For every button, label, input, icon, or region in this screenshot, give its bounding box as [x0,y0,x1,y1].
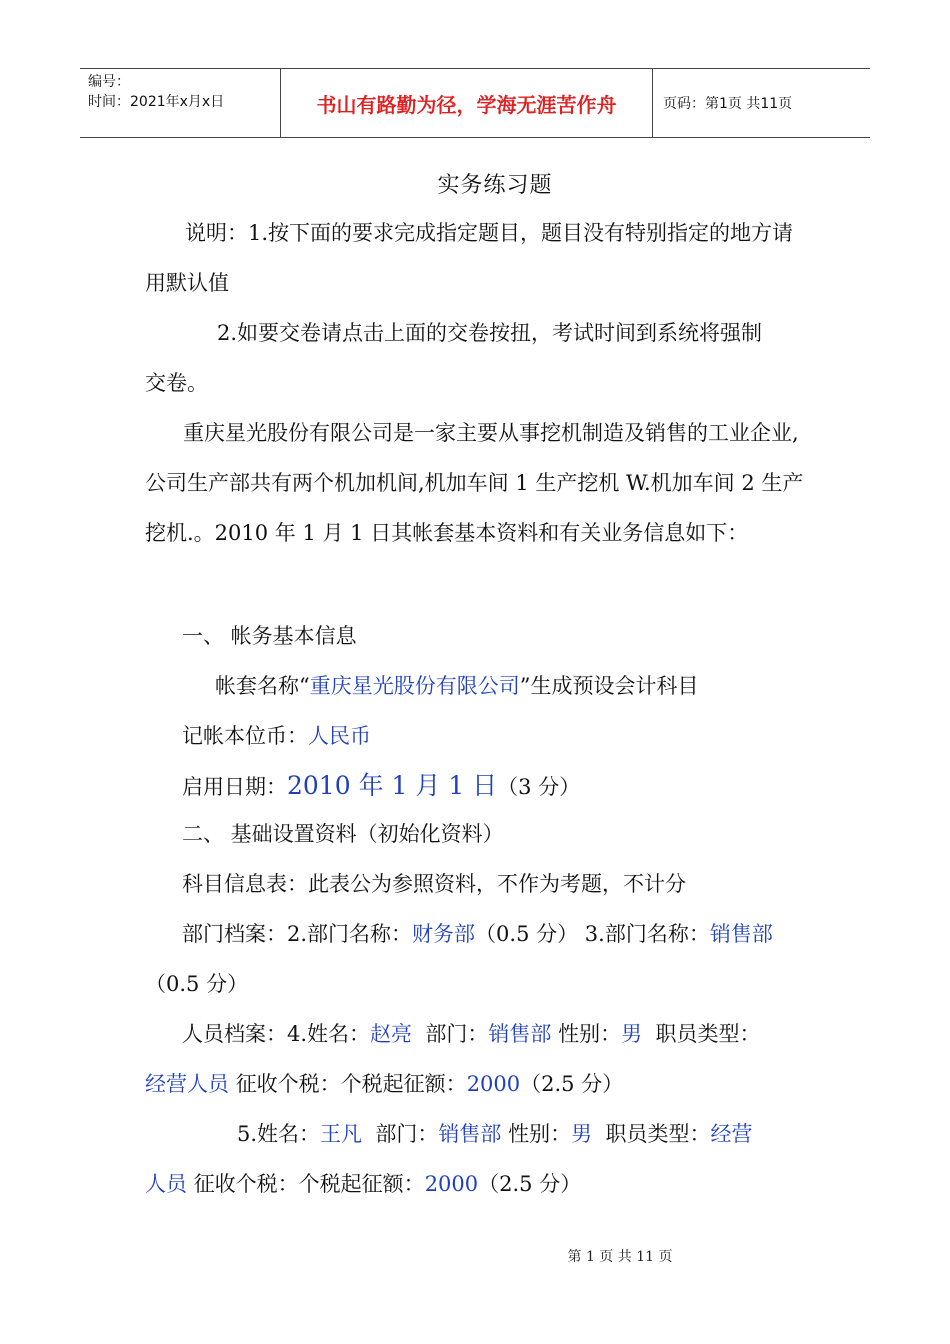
person-2-tax-label: 征收个税：个税起征额： [193,1172,425,1196]
person-1-type: 经营人员 [145,1072,229,1096]
person-1-gender-label: 性别： [558,1022,622,1046]
account-prefix: 帐套名称“ [215,674,310,698]
currency-value: 人民币 [308,724,371,748]
person-2-gender-label: 性别： [508,1122,572,1146]
number-label: 编号： [88,74,130,90]
person-2-dept-label: 部门： [362,1122,439,1146]
person-1-type-label: 职员类型： [642,1022,761,1046]
header-motto: 书山有路勤为径，学海无涯苦作舟 [281,69,653,137]
person-2-dept: 销售部 [438,1122,502,1146]
department-finance: 财务部 [412,922,476,946]
currency-label: 记帐本位币： [182,724,308,748]
person-2-tax: 2000 [424,1172,479,1196]
intro-paragraph-2-line-1: 2.如要交卷请点击上面的交卷按扭，考试时间到系统将强制 [217,321,763,345]
person-1-score: （2.5 分） [520,1072,624,1096]
person-2-name: 王凡 [320,1122,363,1146]
account-suffix: ”生成预设会计科目 [519,674,699,698]
start-date-score: （3 分） [497,775,581,799]
department-line [182,918,773,948]
person-2-line-2 [145,1168,581,1198]
header-page-info: 页码：第1页 共11页 [663,96,793,112]
person-2-score: （2.5 分） [478,1172,582,1196]
time-label: 时间：2021年x月x日 [88,94,225,110]
start-date-label: 启用日期： [182,775,287,799]
start-date-line [182,766,580,802]
start-date-value: 2010 年 1 月 1 日 [287,771,498,800]
intro-paragraph-2-line-2: 交卷。 [145,371,208,395]
person-2-line-1 [237,1118,752,1148]
person-1-tax: 2000 [466,1072,521,1096]
person-1-line-1 [182,1018,760,1048]
department-label: 部门档案：2.部门名称： [182,922,413,946]
intro-paragraph-1: 说明：1.按下面的要求完成指定题目，题目没有特别指定的地方请用默认值 [145,221,794,295]
document-title: 实务练习题 [437,173,553,198]
department-sales: 销售部 [709,922,773,946]
currency-line [182,720,371,750]
person-1-tax-label: 征收个税：个税起征额： [235,1072,467,1096]
person-2-type-part-2: 人员 [145,1172,187,1196]
page-footer: 第 1 页 共 11 页 [567,1249,673,1265]
account-name-line [215,670,699,700]
department-1-score: （0.5 分） 3.部门名称： [475,922,710,946]
subject-info-note: 科目信息表：此表公为参照资料，不作为考题，不计分 [182,872,686,896]
person-1-dept: 销售部 [488,1022,552,1046]
person-1-label: 人员档案：4.姓名： [182,1022,371,1046]
person-1-line-2 [145,1068,623,1098]
person-2-type-label: 职员类型： [592,1122,711,1146]
person-2-gender: 男 [571,1122,593,1146]
account-name: 重庆星光股份有限公司 [309,674,520,698]
person-2-label: 5.姓名： [237,1122,321,1146]
intro-paragraph-3: 重庆星光股份有限公司是一家主要从事挖机制造及销售的工业企业,公司生产部共有两个机加机间,机加车间 1 生产挖机 W.机加车间 2 生产挖机.。2010 年 1 月 1 日其帐套基本资料和有关业务信息如下： [145,421,804,545]
person-1-gender: 男 [621,1022,643,1046]
person-2-type-part-1: 经营 [710,1122,753,1146]
page-header [80,68,870,138]
person-1-name: 赵亮 [370,1022,413,1046]
section-1-heading: 一、 帐务基本信息 [182,624,357,648]
section-2-heading: 二、 基础设置资料（初始化资料） [182,822,504,846]
header-meta [80,69,281,137]
person-1-dept-label: 部门： [412,1022,489,1046]
department-2-score: （0.5 分） [145,972,249,996]
